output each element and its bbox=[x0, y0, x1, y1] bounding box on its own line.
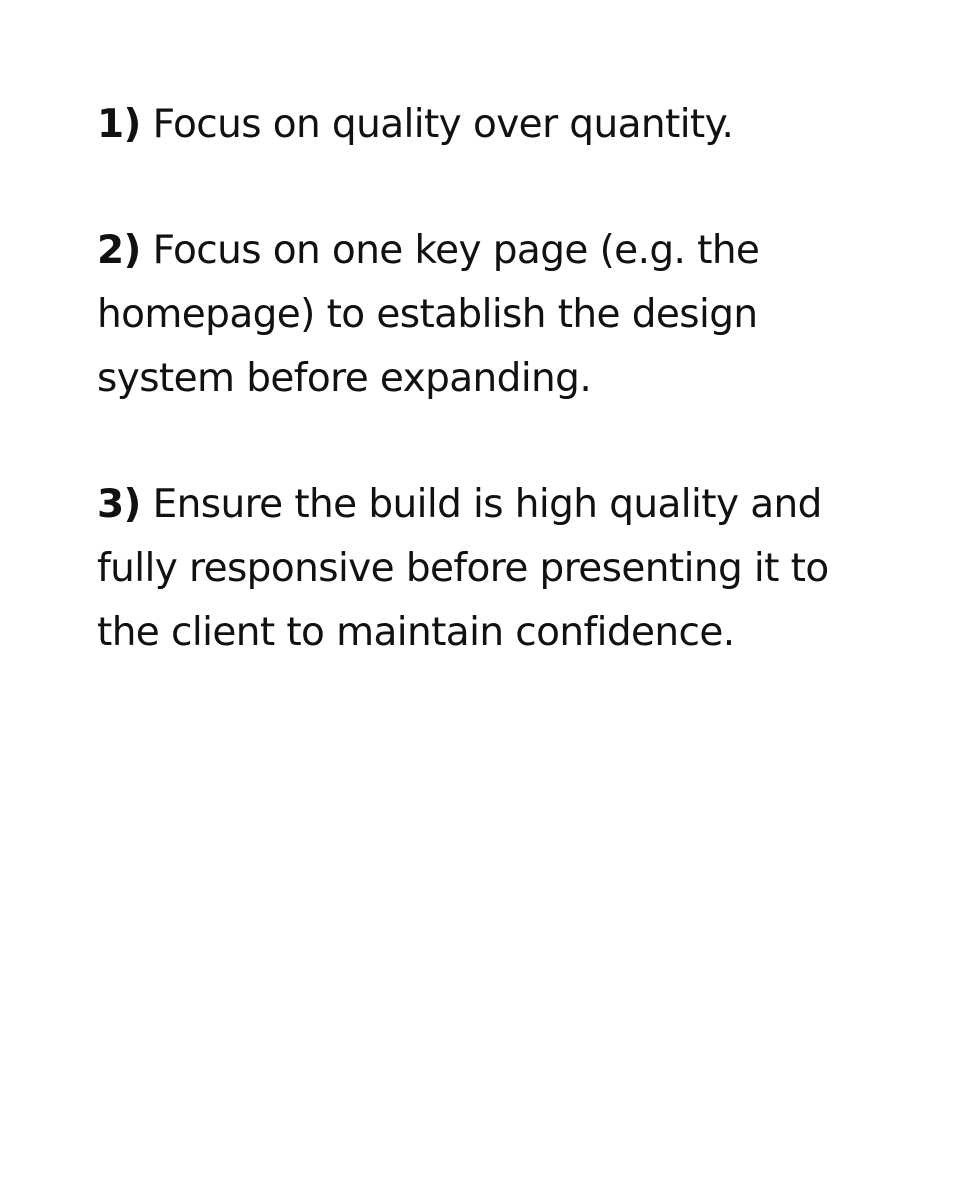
tip-3-text: Ensure the build is high quality and fully responsive before presenting it to the client to maintain confidence. bbox=[97, 482, 829, 655]
tip-1 bbox=[97, 93, 887, 157]
tips-list bbox=[97, 93, 887, 665]
tip-1-text: Focus on quality over quantity. bbox=[152, 102, 734, 147]
tip-3 bbox=[97, 473, 887, 665]
tip-2 bbox=[97, 219, 887, 411]
tip-2-text: Focus on one key page (e.g. the homepage) to establish the design system before expanding. bbox=[97, 228, 760, 401]
tip-1-number: 1) bbox=[97, 102, 141, 147]
tip-2-number: 2) bbox=[97, 228, 141, 273]
tip-3-number: 3) bbox=[97, 482, 141, 527]
